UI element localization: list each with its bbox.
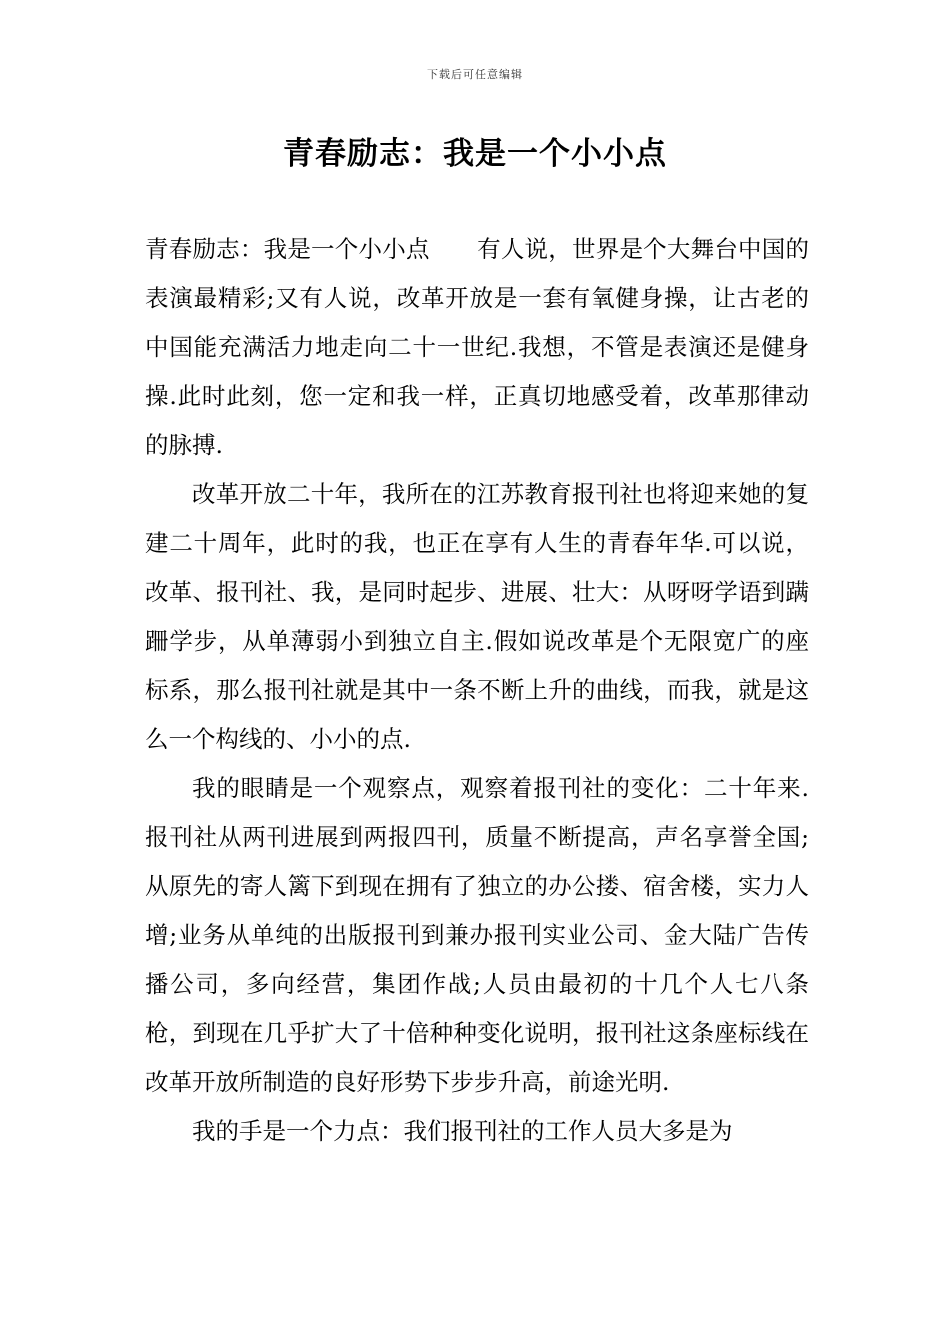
paragraph-2: 改革开放二十年，我所在的江苏教育报刊社也将迎来她的复建二十周年，此时的我，也正在享有人生的青春年华.可以说，改革、报刊社、我，是同时起步、进展、壮大：从呀呀学语到蹒跚学步，从单薄弱小到独立自主.假如说改革是个无限宽广的座标系，那么报刊社就是其中一条不断上升的曲线，而我，就是这么一个构线的、小小的点. [145, 480, 809, 753]
document-title: 青春励志：我是一个小小点 [283, 136, 667, 172]
header-note: 下载后可任意编辑 [427, 68, 523, 81]
paragraph-4: 我的手是一个力点：我们报刊社的工作人员大多是为 [192, 1117, 733, 1145]
document-body [145, 225, 809, 1156]
paragraph-3: 我的眼睛是一个观察点，观察着报刊社的变化：二十年来.报刊社从两刊进展到两报四刊，质量不断提高，声名享誉全国;从原先的寄人篱下到现在拥有了独立的办公搂、宿舍楼，实力人增;业务从单纯的出版报刊到兼办报刊实业公司、金大陆广告传播公司，多向经营，集团作战;人员由最初的十几个人七八条枪，到现在几乎扩大了十倍种种变化说明，报刊社这条座标线在改革开放所制造的良好形势下步步升高，前途光明. [145, 774, 809, 1096]
paragraph-1: 青春励志：我是一个小小点 有人说，世界是个大舞台中国的表演最精彩;又有人说，改革开放是一套有氧健身操，让古老的中国能充满活力地走向二十一世纪.我想，不管是表演还是健身操.此时此刻，您一定和我一样，正真切地感受着，改革那律动的脉搏. [145, 235, 809, 459]
